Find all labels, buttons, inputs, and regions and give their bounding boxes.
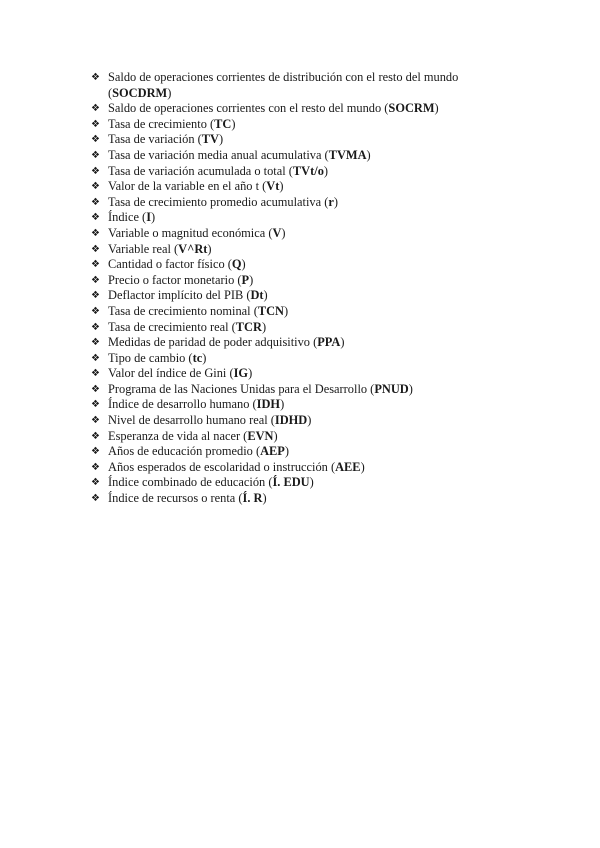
diamond-bullet-icon: ❖ [91,227,100,239]
abbreviation: Q [231,257,242,272]
closing-paren: ) [241,257,246,272]
closing-paren: ) [340,335,345,350]
term-text: Deflactor implícito del PIB ( [108,288,251,303]
diamond-bullet-icon: ❖ [91,477,100,489]
abbreviation: TV [201,132,219,147]
diamond-bullet-icon: ❖ [91,243,100,255]
closing-paren: ) [263,288,268,303]
diamond-bullet-icon: ❖ [91,118,100,130]
term-text: Valor de la variable en el año t ( [108,179,267,194]
abbreviation: AEP [260,444,285,459]
term-text: Índice ( [108,210,147,225]
list-item [88,444,508,460]
diamond-bullet-icon: ❖ [91,383,100,395]
term-text: Variable real ( [108,241,179,256]
closing-paren: ) [434,101,439,116]
closing-paren: ) [281,225,286,240]
abbreviation: Í. R [242,491,263,506]
diamond-bullet-icon: ❖ [91,337,100,349]
diamond-bullet-icon: ❖ [91,181,100,193]
term-text: Años esperados de escolaridad o instrucción ( [108,459,336,474]
list-item [88,413,508,429]
diamond-bullet-icon: ❖ [91,352,100,364]
list-item [88,179,508,195]
list-item [88,366,508,382]
closing-paren: ) [360,459,365,474]
closing-paren: ) [307,413,312,428]
abbreviation: IDH [256,397,281,412]
term-text: Valor del índice de Gini ( [108,366,234,381]
closing-paren: ) [408,381,413,396]
term-text: Tasa de variación media anual acumulativa ( [108,147,329,162]
closing-paren: ) [151,210,156,225]
abbreviation: AEE [335,459,361,474]
diamond-bullet-icon: ❖ [91,305,100,317]
list-item [88,148,508,164]
list-item [88,132,508,148]
abbreviation: V^Rt [178,241,208,256]
term-text: Cantidad o factor físico ( [108,257,232,272]
term-text: Tasa de variación ( [108,132,202,147]
abbreviation: Dt [250,288,264,303]
abbreviation: SOCRM [388,101,435,116]
abbreviation: tc [192,350,203,365]
closing-paren: ) [284,303,289,318]
list-item [88,70,508,101]
abbreviation: Í. EDU [272,475,310,490]
term-text: Precio o factor monetario ( [108,272,242,287]
diamond-bullet-icon: ❖ [91,165,100,177]
term-text: Saldo de operaciones corrientes de distribución con el resto del mundo ( [108,70,459,100]
term-text: Tasa de crecimiento promedio acumulativa ( [108,194,329,209]
list-item [88,382,508,398]
term-text: Índice de desarrollo humano ( [108,397,257,412]
diamond-bullet-icon: ❖ [91,399,100,411]
abbreviation: PNUD [374,381,409,396]
diamond-bullet-icon: ❖ [91,368,100,380]
list-item [88,210,508,226]
term-text: Índice de recursos o renta ( [108,491,243,506]
closing-paren: ) [167,85,172,100]
term-text: Índice combinado de educación ( [108,475,273,490]
diamond-bullet-icon: ❖ [91,290,100,302]
abbreviation: IG [233,366,249,381]
abbreviation: TCR [235,319,262,334]
abbreviation-list [88,70,508,507]
list-item [88,101,508,117]
closing-paren: ) [309,475,314,490]
abbreviation: PPA [317,335,341,350]
closing-paren: ) [248,366,253,381]
diamond-bullet-icon: ❖ [91,430,100,442]
closing-paren: ) [323,163,329,178]
term-text: Tipo de cambio ( [108,350,193,365]
term-text: Variable o magnitud económica ( [108,225,273,240]
diamond-bullet-icon: ❖ [91,196,100,208]
list-item [88,351,508,367]
term-text: Tasa de crecimiento nominal ( [108,303,258,318]
term-text: Medidas de paridad de poder adquisitivo ( [108,335,318,350]
diamond-bullet-icon: ❖ [91,461,100,473]
list-item [88,491,508,507]
abbreviation: EVN [247,428,274,443]
closing-paren: ) [273,428,278,443]
diamond-bullet-icon: ❖ [91,274,100,286]
closing-paren: ) [207,241,212,256]
diamond-bullet-icon: ❖ [91,149,100,161]
term-text: Tasa de crecimiento ( [108,116,215,131]
diamond-bullet-icon: ❖ [91,103,100,115]
abbreviation: TVMA [328,147,367,162]
list-item [88,226,508,242]
abbreviation: r [328,194,334,209]
term-text: Programa de las Naciones Unidas para el Desarrollo ( [108,381,375,396]
closing-paren: ) [262,491,267,506]
closing-paren: ) [284,444,290,459]
diamond-bullet-icon: ❖ [91,446,100,458]
abbreviation: TCN [257,303,284,318]
abbreviation: SOCDRM [112,85,168,100]
diamond-bullet-icon: ❖ [91,212,100,224]
term-text: Nivel de desarrollo humano real ( [108,413,275,428]
abbreviation: V [272,225,282,240]
closing-paren: ) [366,147,371,162]
term-text: Tasa de crecimiento real ( [108,319,236,334]
diamond-bullet-icon: ❖ [91,415,100,427]
list-item [88,117,508,133]
term-text: Saldo de operaciones corrientes con el resto del mundo ( [108,101,389,116]
abbreviation: Vt [266,179,280,194]
abbreviation: I [146,210,152,225]
abbreviation: P [241,272,250,287]
list-item [88,242,508,258]
closing-paren: ) [261,319,267,334]
abbreviation: IDHD [274,413,308,428]
list-item [88,273,508,289]
list-item [88,195,508,211]
diamond-bullet-icon: ❖ [91,259,100,271]
list-item [88,304,508,320]
closing-paren: ) [218,132,224,147]
diamond-bullet-icon: ❖ [91,72,100,83]
closing-paren: ) [333,194,338,209]
diamond-bullet-icon: ❖ [91,321,100,333]
list-item [88,164,508,180]
diamond-bullet-icon: ❖ [91,493,100,505]
list-item [88,460,508,476]
closing-paren: ) [279,179,284,194]
list-item [88,397,508,413]
closing-paren: ) [202,350,207,365]
list-item [88,429,508,445]
list-item [88,475,508,491]
closing-paren: ) [231,116,236,131]
closing-paren: ) [249,272,254,287]
diamond-bullet-icon: ❖ [91,134,100,146]
abbreviation: TC [214,116,232,131]
list-item [88,257,508,273]
term-text: Años de educación promedio ( [108,444,261,459]
abbreviation: TVt/o [292,163,324,178]
list-item [88,335,508,351]
term-text: Esperanza de vida al nacer ( [108,428,248,443]
list-item [88,288,508,304]
closing-paren: ) [280,397,285,412]
term-text: Tasa de variación acumulada o total ( [108,163,293,178]
list-item [88,320,508,336]
